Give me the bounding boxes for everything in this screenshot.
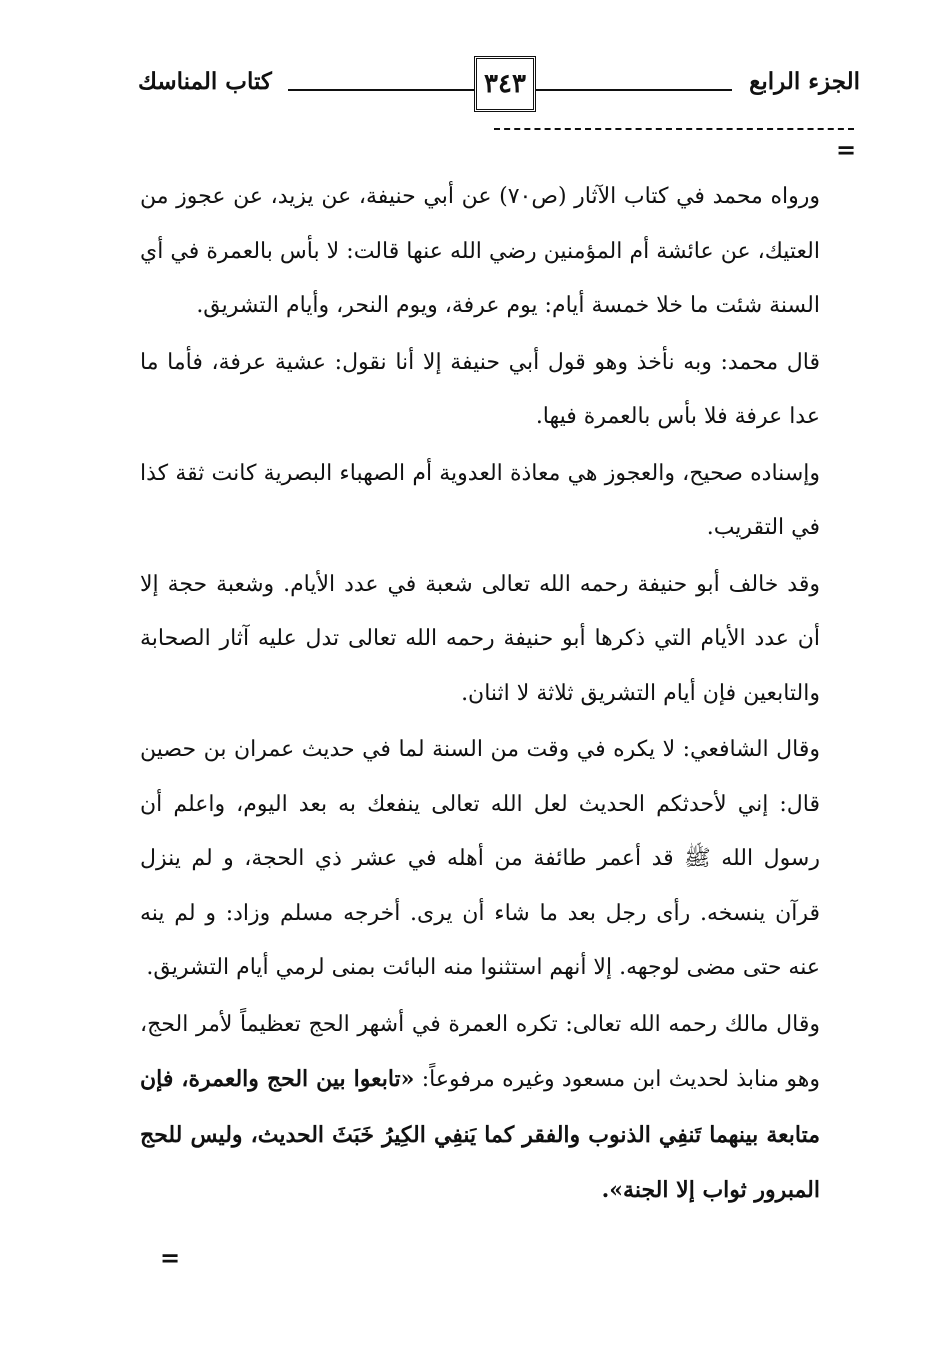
page-number: ٣٤٣	[474, 56, 536, 112]
volume-title: الجزء الرابع	[749, 68, 860, 95]
bottom-equals-mark: =	[160, 1244, 181, 1272]
page-header	[138, 56, 860, 116]
paragraph-1: ورواه محمد في كتاب الآثار (ص٧٠) عن أبي حنيفة، عن يزيد، عن عجوز من العتيك، عن عائشة أم المؤمنين رضي الله عنها قالت: لا بأس بالعمرة في أي السنة شئت ما خلا خمسة أيام: يوم عرفة، ويوم النحر، وأيام التشريق.	[140, 184, 820, 318]
paragraph-3: وإسناده صحيح، والعجوز هي معاذة العدوية أم الصهباء البصرية كانت ثقة كذا في التقريب.	[140, 460, 820, 540]
header-rule-right	[536, 89, 732, 91]
header-rule-left	[288, 89, 474, 91]
paragraph-6-text: وقال مالك رحمه الله تعالى: تكره العمرة في أشهر الحج تعظيماً لأمر الحج، وهو منابذ لحديث ابن مسعود وغيره مرفوعاً:	[140, 1011, 820, 1092]
paragraph-5: وقال الشافعي: لا يكره في وقت من السنة لما في حديث عمران بن حصين قال: إني لأحدثكم الحديث لعل الله تعالى ينفعك به بعد اليوم، واعلم أن رسول الله ﷺ قد أعمر طائفة من أهله في عشر ذي الحجة، و لم ينزل قرآن ينسخه. رأى رجل بعد ما شاء أن يرى. أخرجه مسلم وزاد: و لم ينه عنه حتى مضى لوجهه. إلا أنهم استثنوا منه البائت بمنى لرمي أيام التشريق.	[140, 737, 820, 980]
paragraph-6	[140, 998, 820, 1219]
paragraph-2: قال محمد: وبه نأخذ وهو قول أبي حنيفة إلا أنا نقول: عشية عرفة، فأما ما عدا عرفة فلا بأس بالعمرة فيها.	[140, 349, 820, 429]
paragraph-4: وقد خالف أبو حنيفة رحمه الله تعالى شعبة في عدد الأيام. وشعبة حجة إلا أن عدد الأيام التي ذكرها أبو حنيفة رحمه الله تعالى تدل عليه آثار الصحابة والتابعين فإن أيام التشريق ثلاثة لا اثنان.	[140, 571, 820, 706]
top-equals-mark: =	[836, 136, 857, 164]
book-title: كتاب المناسك	[138, 68, 272, 95]
page-body	[140, 170, 820, 1221]
header-dashed-divider	[494, 128, 854, 130]
hadith-quote: «تابعوا بين الحج والعمرة، فإن متابعة بينهما تَنفِي الذنوب والفقر كما يَنفِي الكِيرُ خَبَثَ الحديث، وليس للحج المبرور ثواب إلا الجنة».	[140, 1066, 820, 1203]
